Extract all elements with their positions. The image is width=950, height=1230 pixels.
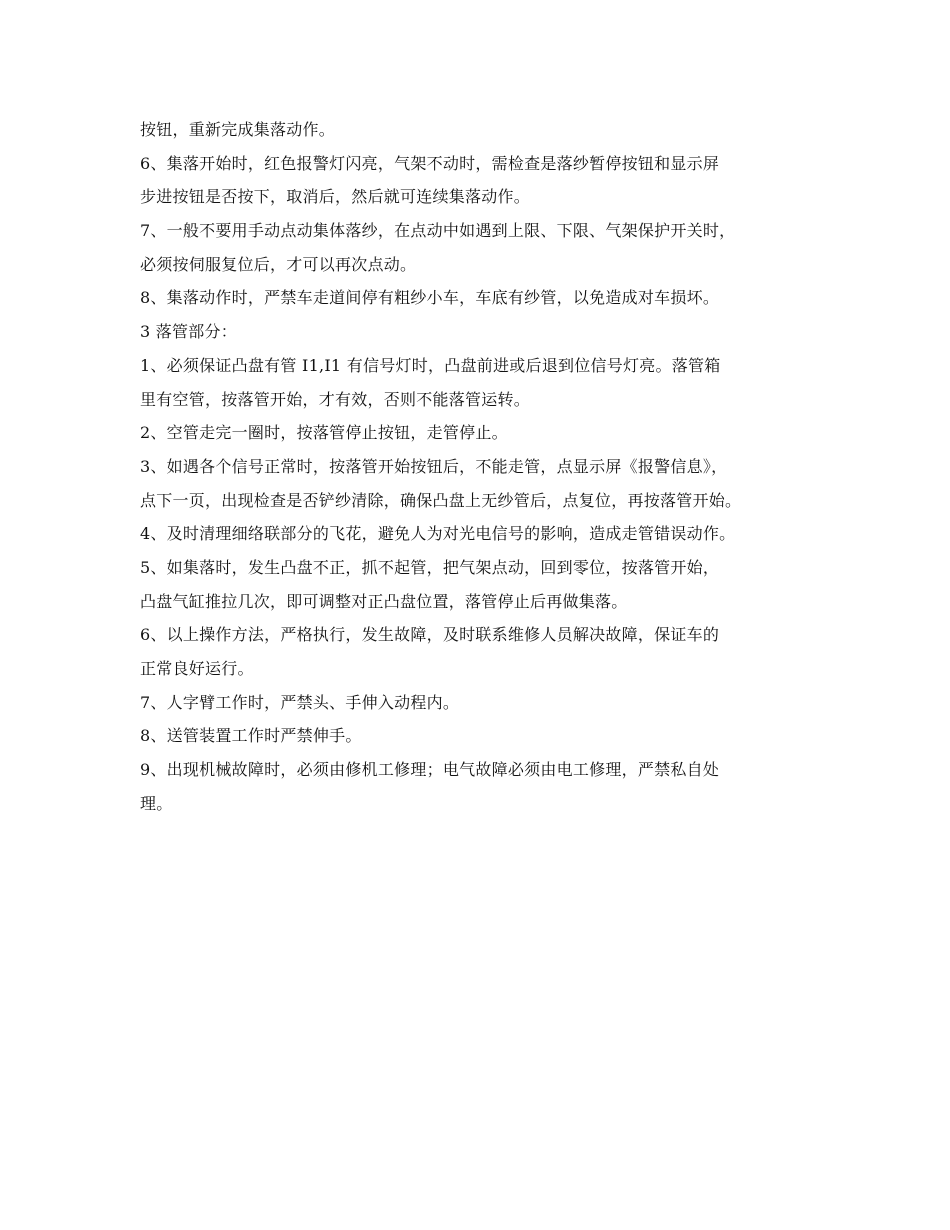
text-line: 2、空管走完一圈时，按落管停止按钮，走管停止。: [140, 423, 508, 443]
text-line: 8、集落动作时，严禁车走道间停有粗纱小车，车底有纱管，以免造成对车损坏。: [140, 288, 720, 308]
text-line: 必须按伺服复位后，才可以再次点动。: [140, 254, 417, 274]
text-line: 凸盘气缸推拉几次，即可调整对正凸盘位置，落管停止后再做集落。: [140, 591, 628, 611]
text-line: 8、送管装置工作时严禁伸手。: [140, 726, 362, 746]
text-line: 按钮，重新完成集落动作。: [140, 120, 336, 139]
text-line: 步进按钮是否按下，取消后，然后就可连续集落动作。: [140, 187, 531, 207]
text-line: 7、一般不要用手动点动集体落纱，在点动中如遇到上限、下限、气架保护开关时，: [140, 221, 736, 241]
text-line: 点下一页，出现检查是否铲纱清除，确保凸盘上无纱管后，点复位，再按落管开始。: [140, 490, 742, 510]
text-line: 理。: [140, 793, 173, 813]
text-line: 3、如遇各个信号正常时，按落管开始按钮后，不能走管，点显示屏《报警信息》，: [140, 456, 728, 476]
text-line: 5、如集落时，发生凸盘不正，抓不起管，把气架点动，回到零位，按落管开始，: [140, 557, 720, 577]
text-line: 正常良好运行。: [140, 659, 254, 678]
text-line: 里有空管，按落管开始，才有效，否则不能落管运转。: [140, 389, 531, 409]
text-line: 9、出现机械故障时，必须由修机工修理；电气故障必须由电工修理，严禁私自处: [140, 760, 720, 780]
document-body: [140, 116, 830, 823]
text-line: 1、必须保证凸盘有管 I1,I1 有信号灯时，凸盘前进或后退到位信号灯亮。落管箱: [140, 355, 721, 375]
section-heading: 3 落管部分：: [140, 322, 238, 342]
text-line: 6、以上操作方法，严格执行，发生故障，及时联系维修人员解决故障，保证车的: [140, 625, 720, 645]
text-line: 6、集落开始时，红色报警灯闪亮，气架不动时，需检查是落纱暂停按钮和显示屏: [140, 153, 720, 173]
text-line: 4、及时清理细络联部分的飞花，避免人为对光电信号的影响，造成走管错误动作。: [140, 524, 736, 544]
text-line: 7、人字臂工作时，严禁头、手伸入动程内。: [140, 692, 460, 712]
